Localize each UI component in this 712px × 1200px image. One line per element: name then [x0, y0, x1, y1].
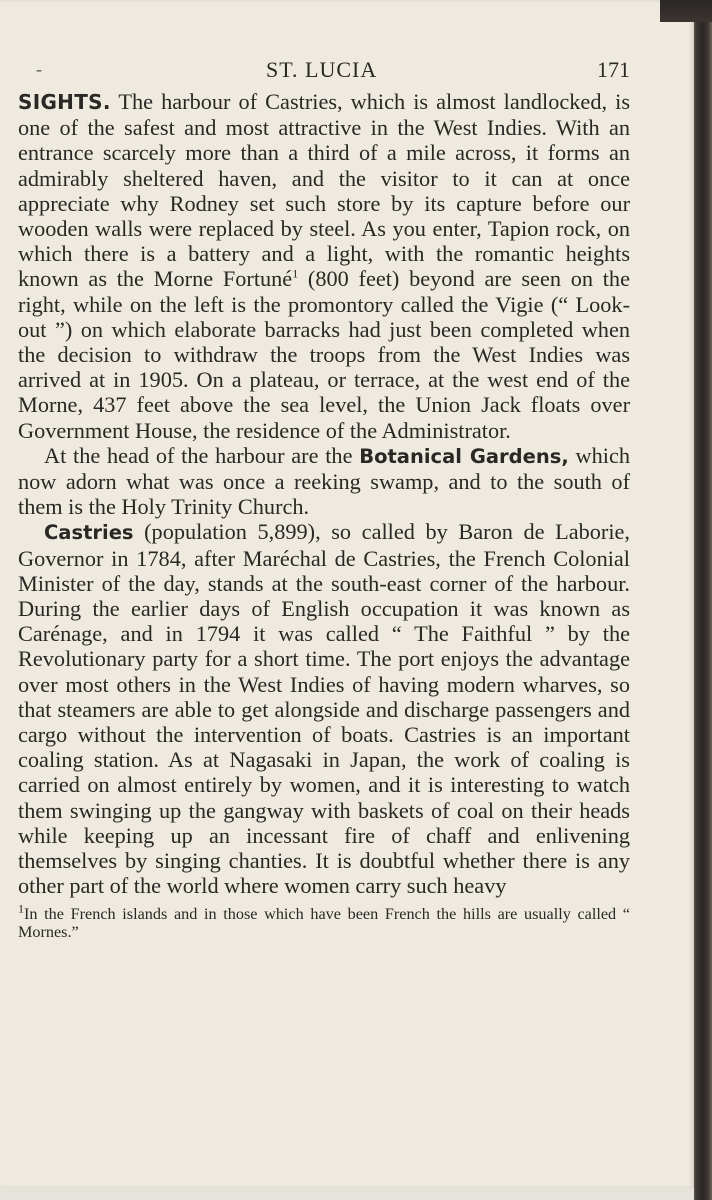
paragraph-botanical	[18, 443, 630, 520]
footnote-text: In the French islands and in those which have been French the hills are usually called “ Mornes.”	[18, 904, 630, 941]
page-title: ST. LUCIA	[266, 57, 378, 82]
sights-text-a: The harbour of Castries, which is almost landlocked, is one of the safest and most attractive in the West Indies. With an entrance scarcely more than a third of a mile across, it forms an admirably sheltered haven, and the visitor to it can at once appreciate why Rodney set such store by its capture before our wooden walls were replaced by steel. As you enter, Tapion rock, on which there is a battery and a light, with the romantic heights known as the Morne Fortuné	[18, 89, 630, 292]
footnote	[18, 901, 630, 941]
page-content	[18, 55, 630, 941]
botanical-gardens-heading: Botanical Gardens,	[359, 444, 569, 468]
page-number: 171	[597, 57, 630, 82]
castries-heading: Castries	[44, 521, 134, 545]
footnote-marker: 1	[18, 901, 24, 916]
sights-text-b: (800 feet) beyond are seen on the right, while on the left is the promontory called the Vigie (“ Look-out ”) on which elaborate barracks had just been completed when the decision to withdraw the troops from the West Indies was arrived at in 1905. On a plateau, or terrace, at the west end of the Morne, 437 feet above the sea level, the Union Jack floats over Government House, the residence of the Administrator.	[18, 266, 630, 443]
book-spine	[694, 0, 712, 1200]
botanical-text-b: which now adorn what was once a reeking swamp, and to the south of them is the Holy Trinity Church.	[18, 442, 630, 520]
paragraph-sights	[18, 89, 630, 443]
castries-text: (population 5,899), so called by Baron de Laborie, Governor in 1784, after Maréchal de Castries, the French Colonial Minister of the day, stands at the south-east corner of the harbour. During the earlier days of English occupation it was known as Carénage, and in 1794 it was called “ The Faithful ” by the Revolutionary party for a short time. The port enjoys the advantage over most others in the West Indies of having modern wharves, so that steamers are able to get alongside and discharge passengers and cargo without the intervention of boats. Castries is an important coaling station. As at Nagasaki in Japan, the work of coaling is carried on almost entirely by women, and it is interesting to watch them swinging up the gangway with baskets of coal on their heads while keeping up an incessant fire of chaff and enlivening themselves by singing chanties. It is doubtful whether there is any other part of the world where women carry such heavy	[18, 519, 630, 899]
footnote-ref: 1	[292, 267, 299, 281]
paragraph-castries	[18, 519, 630, 898]
sights-heading: SIGHTS.	[18, 90, 111, 114]
running-header	[18, 55, 630, 89]
header-mark: -	[36, 59, 42, 79]
botanical-text-a: At the head of the harbour are the	[44, 442, 360, 468]
book-cover-edge	[660, 0, 712, 22]
